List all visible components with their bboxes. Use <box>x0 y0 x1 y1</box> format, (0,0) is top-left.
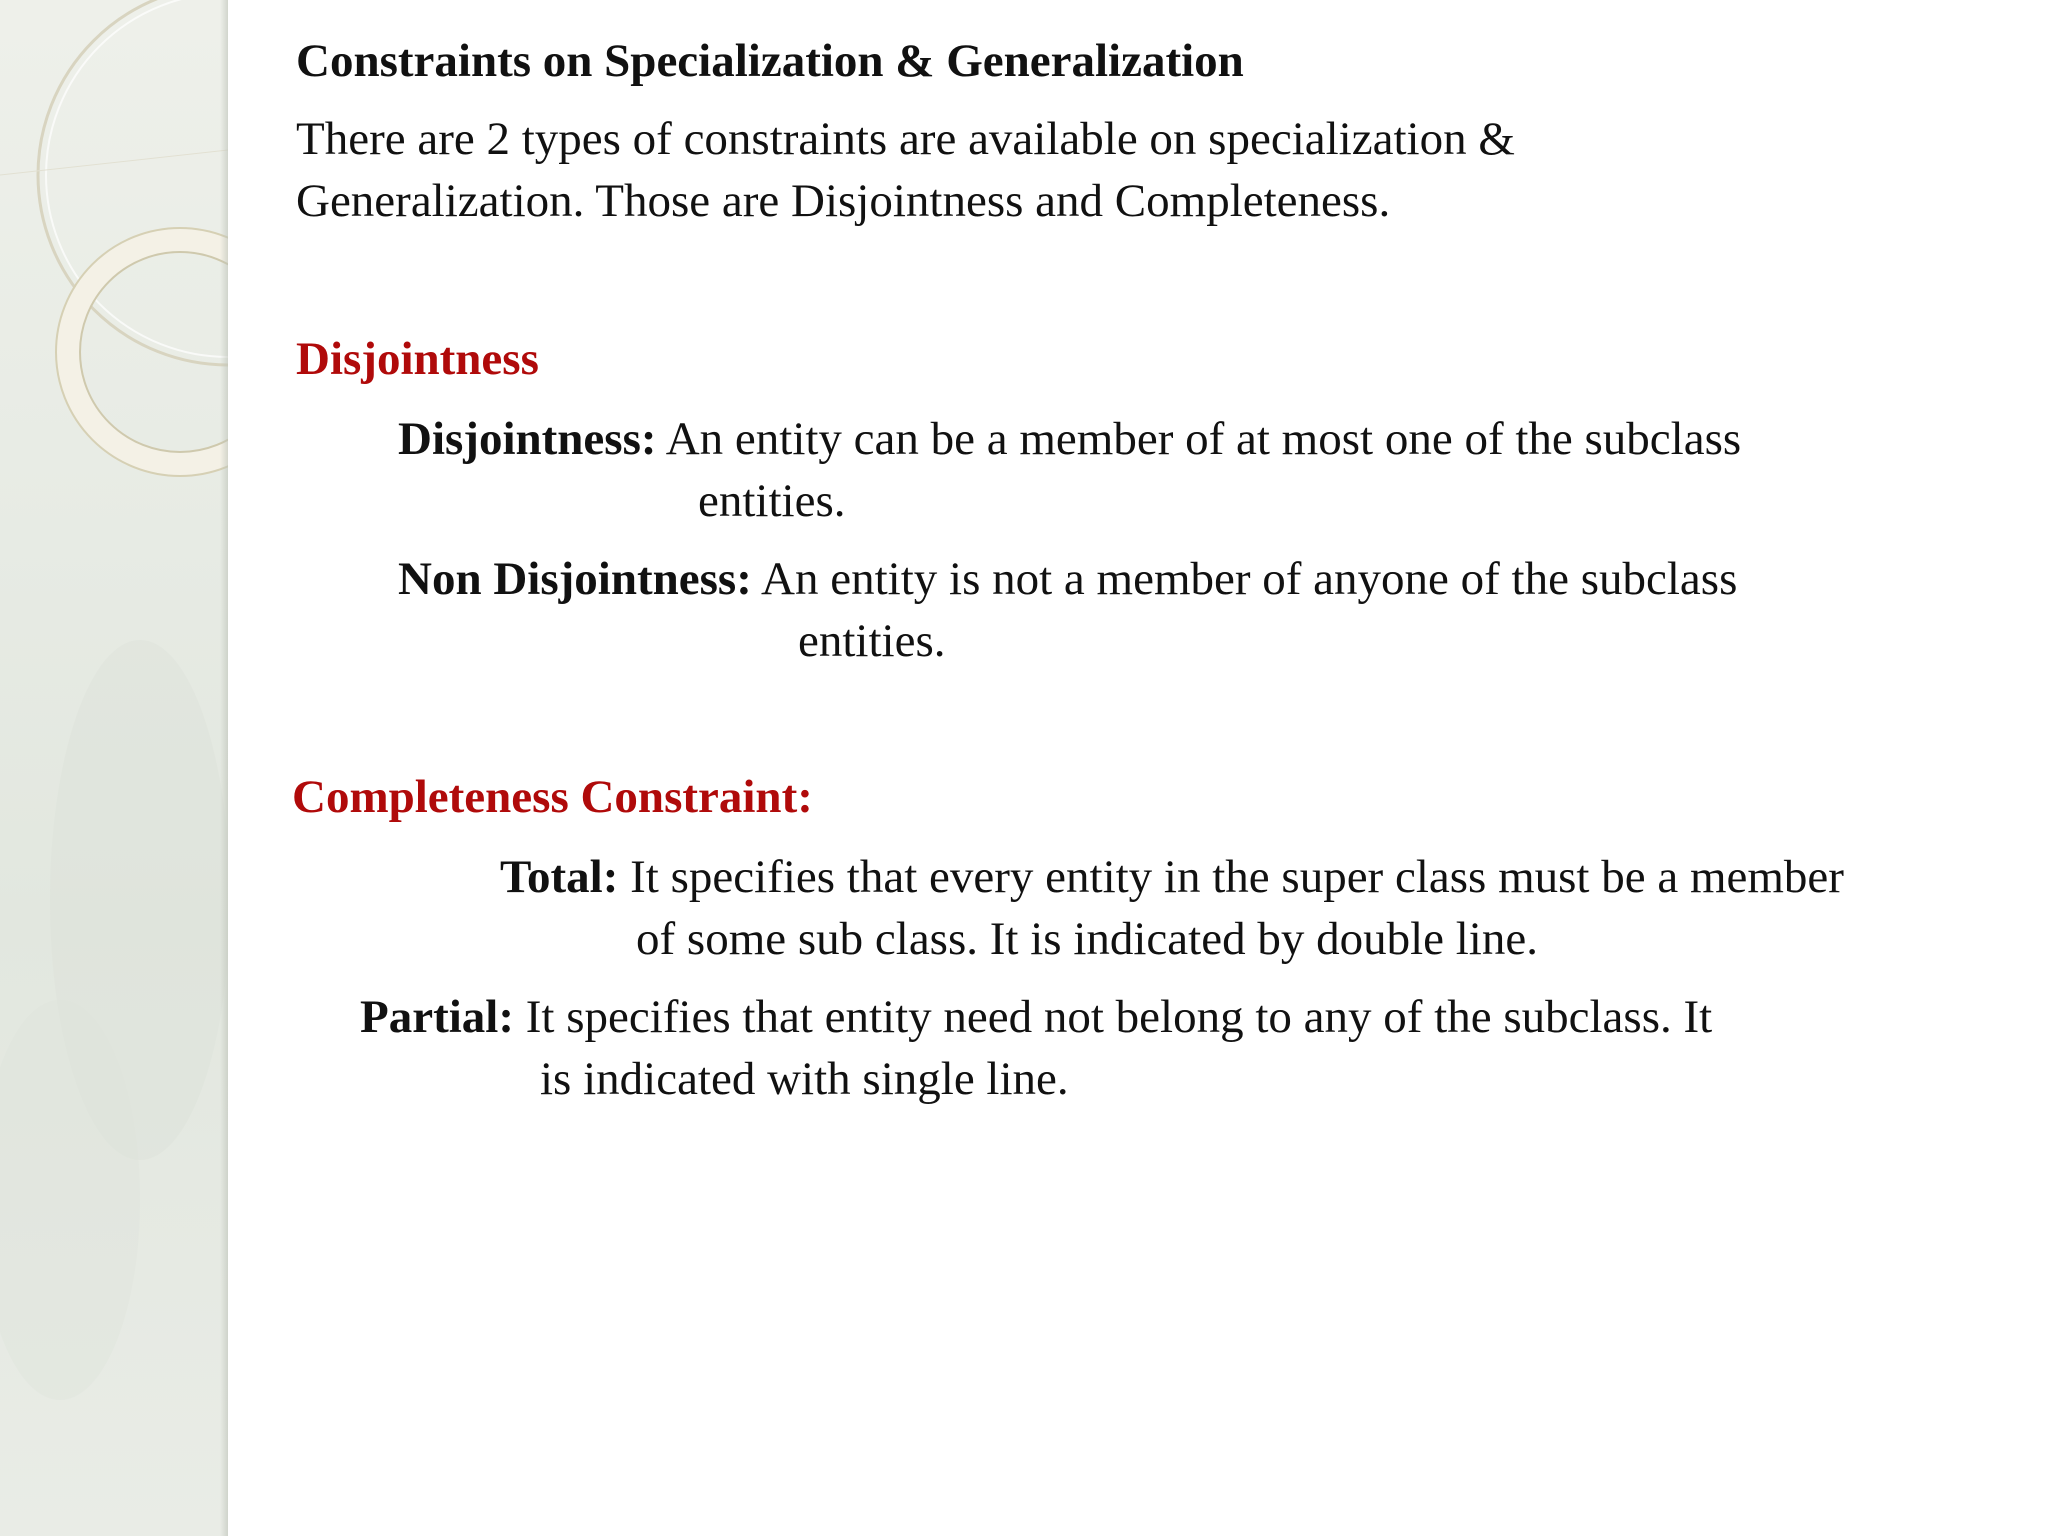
disjointness-definition <box>398 408 1741 532</box>
definition-text-continued: entities. <box>698 475 846 527</box>
total-definition <box>500 846 1844 970</box>
definition-text-continued: is indicated with single line. <box>540 1053 1069 1105</box>
disjointness-heading: Disjointness <box>296 333 539 385</box>
definition-term: Partial: <box>360 991 514 1043</box>
definition-text: An entity is not a member of anyone of the subclass <box>761 553 1738 605</box>
partial-definition <box>360 986 1712 1110</box>
definition-term: Total: <box>500 851 619 903</box>
definition-text: It specifies that every entity in the super class must be a member <box>630 851 1844 903</box>
non-disjointness-definition <box>398 548 1737 672</box>
slide-content <box>292 0 2016 1536</box>
slide-title: Constraints on Specialization & Generalization <box>296 35 1244 87</box>
definition-term: Non Disjointness: <box>398 553 752 605</box>
definition-text: An entity can be a member of at most one of the subclass <box>665 413 1742 465</box>
intro-paragraph: There are 2 types of constraints are available on specialization & Generalization. Those are Disjointness and Completeness. <box>296 113 1515 227</box>
completeness-heading: Completeness Constraint: <box>292 771 813 823</box>
definition-text: It specifies that entity need not belong to any of the subclass. It <box>525 991 1713 1043</box>
definition-text-continued: of some sub class. It is indicated by double line. <box>636 913 1538 965</box>
decorative-rings-graphic <box>0 0 228 1536</box>
decorative-side-panel <box>0 0 228 1536</box>
definition-text-continued: entities. <box>798 615 946 667</box>
definition-term: Disjointness: <box>398 413 657 465</box>
